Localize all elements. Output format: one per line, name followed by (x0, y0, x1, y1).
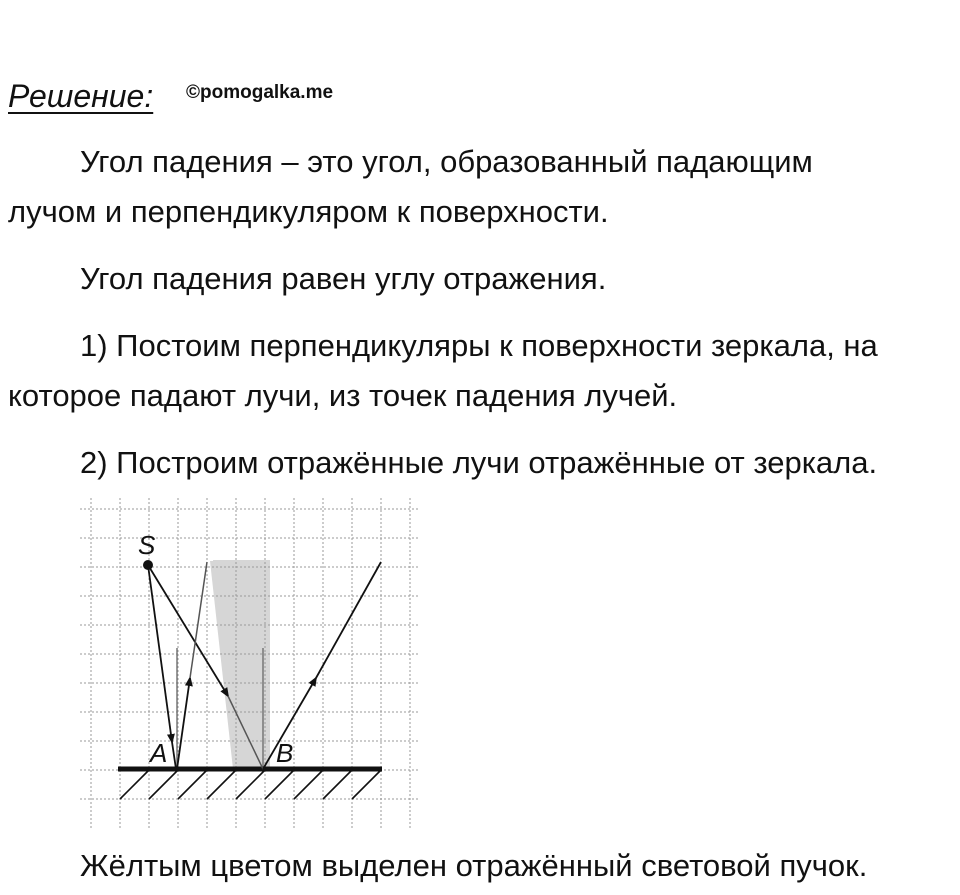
label-b: B (276, 738, 294, 768)
mirror-hatching (120, 771, 380, 799)
label-a: A (150, 738, 168, 768)
incident-ray-a-end (172, 742, 176, 769)
paragraph-4: 2) Построим отражённые лучи отражённые от зеркала. (80, 445, 878, 480)
paragraph-3-line-2: которое падают лучи, из точек падения лучей. (8, 378, 678, 413)
reflected-ray-a-end (190, 562, 207, 678)
paragraph-2: Угол падения равен углу отражения. (80, 261, 607, 296)
caption: Жёлтым цветом выделен отражённый световой пучок. (80, 848, 868, 883)
label-s: S (138, 530, 156, 560)
solution-heading: Решение: (8, 78, 154, 114)
reflected-ray-a (177, 678, 190, 769)
reflected-ray-b-end (316, 562, 381, 678)
reflection-diagram (80, 498, 420, 828)
paragraph-3-line-1: 1) Постоим перпендикуляры к поверхности зеркала, на (80, 328, 878, 363)
watermark: ©pomogalka.me (186, 82, 334, 103)
paragraph-1-line-2: лучом и перпендикуляром к поверхности. (8, 194, 609, 229)
paragraph-1-line-1: Угол падения – это угол, образованный падающим (80, 144, 813, 179)
